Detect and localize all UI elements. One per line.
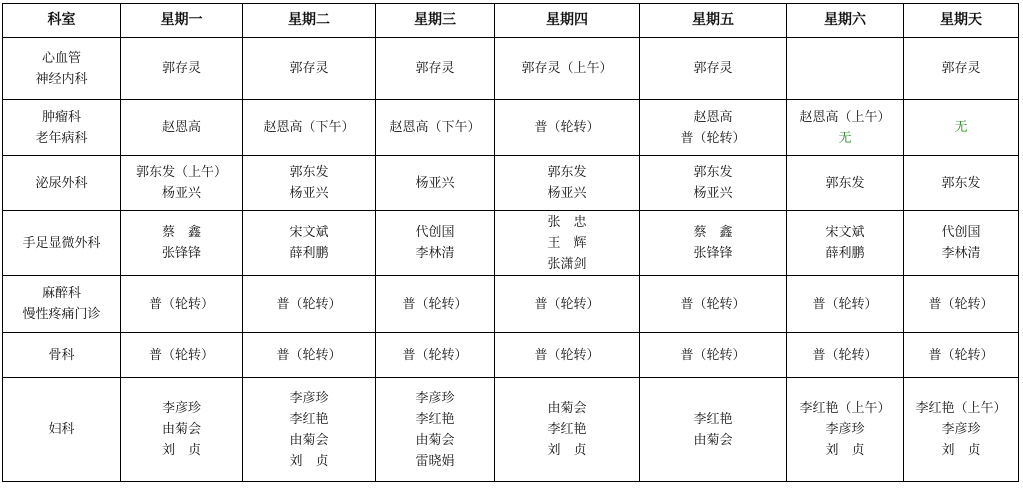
doctor-name: 张潇剑: [547, 256, 587, 272]
doctor-name: 普（轮转）: [148, 296, 214, 312]
header-mon: 星期一: [121, 4, 243, 38]
dept-name-line: 肿瘤科: [41, 109, 81, 125]
table-row: [3, 211, 1019, 276]
schedule-cell-sun: [904, 100, 1019, 156]
schedule-cell-sat: [787, 100, 904, 156]
doctor-name: 李彦珍: [161, 401, 201, 416]
schedule-cell-wed: [376, 38, 495, 100]
doctor-name: 普（轮转）: [534, 296, 600, 312]
dept-name-line: 手足显微外科: [22, 235, 101, 251]
dept-cell: [3, 38, 121, 100]
schedule-cell-tue: [243, 156, 376, 211]
doctor-name: 由菊会: [693, 432, 733, 448]
schedule-cell-tue: [243, 211, 376, 276]
dept-name-line: 泌尿外科: [35, 175, 88, 191]
dept-name-line: 老年病科: [35, 130, 88, 146]
doctor-name: 由菊会: [415, 432, 455, 448]
doctor-name: 李彦珍: [941, 422, 981, 437]
schedule-cell-thu: [495, 211, 640, 276]
doctor-name: 普（轮转）: [812, 296, 878, 312]
doctor-name: 普（轮转）: [680, 347, 746, 363]
schedule-cell-wed: [376, 211, 495, 276]
doctor-name: 普（轮转）: [402, 347, 468, 363]
schedule-cell-sun: [904, 211, 1019, 276]
schedule-cell-mon: [121, 378, 243, 482]
doctor-name: 杨亚兴: [693, 186, 733, 201]
doctor-name: 普（轮转）: [276, 347, 342, 363]
schedule-cell-thu: [495, 378, 640, 482]
doctor-name: 李红艳: [289, 411, 329, 427]
doctor-name: 李林清: [941, 246, 981, 261]
schedule-cell-wed: [376, 100, 495, 156]
schedule-cell-tue: [243, 38, 376, 100]
doctor-name: 郭东发: [289, 165, 329, 180]
doctor-name: 郭存灵: [289, 61, 329, 76]
schedule-cell-mon: [121, 38, 243, 100]
schedule-cell-tue: [243, 378, 376, 482]
schedule-cell-fri: [640, 276, 787, 333]
doctor-name: 刘 贞: [941, 443, 981, 458]
schedule-cell-thu: [495, 276, 640, 333]
table-row: [3, 38, 1019, 100]
doctor-name: 雷晓娟: [415, 453, 455, 469]
doctor-name: 李彦珍: [289, 390, 329, 406]
schedule-cell-sat: [787, 38, 904, 100]
schedule-cell-fri: [640, 100, 787, 156]
doctor-name: 无: [954, 120, 968, 135]
doctor-name: 赵恩高: [693, 109, 733, 125]
header-dept: 科室: [3, 4, 121, 38]
doctor-name: 李红艳（上午）: [915, 401, 1007, 416]
dept-cell: [3, 211, 121, 276]
schedule-cell-tue: [243, 276, 376, 333]
doctor-name: 郭东发: [693, 165, 733, 180]
dept-name-line: 妇科: [48, 422, 75, 437]
doctor-name: 宋文斌: [825, 225, 865, 240]
doctor-name: 杨亚兴: [547, 186, 587, 201]
doctor-name: 郭存灵: [415, 61, 455, 76]
doctor-name: 由菊会: [547, 401, 587, 416]
doctor-name: 张锋锋: [161, 246, 201, 261]
doctor-name: 赵恩高（下午）: [263, 120, 355, 135]
doctor-name: 代创国: [415, 225, 455, 240]
schedule-cell-sun: [904, 378, 1019, 482]
schedule-cell-sat: [787, 333, 904, 378]
doctor-name: 张锋锋: [693, 246, 733, 261]
schedule-cell-mon: [121, 276, 243, 333]
doctor-name: 李彦珍: [415, 390, 455, 406]
doctor-name: 郭东发: [825, 175, 865, 191]
doctor-name: 郭存灵（上午）: [521, 61, 613, 76]
doctor-name: 宋文斌: [289, 225, 329, 240]
doctor-name: 赵恩高: [161, 120, 201, 135]
doctor-name: 杨亚兴: [415, 175, 455, 191]
doctor-name: 郭东发: [547, 165, 587, 180]
doctor-name: 薛利鹏: [825, 246, 865, 261]
dept-cell: [3, 156, 121, 211]
header-row: [3, 4, 1019, 38]
doctor-name: 普（轮转）: [402, 296, 468, 312]
schedule-cell-sat: [787, 378, 904, 482]
header-sun: 星期天: [904, 4, 1019, 38]
schedule-cell-thu: [495, 333, 640, 378]
doctor-name: 普（轮转）: [680, 130, 746, 146]
schedule-cell-sat: [787, 276, 904, 333]
doctor-name: 普（轮转）: [812, 347, 878, 363]
header-thu: 星期四: [495, 4, 640, 38]
doctor-name: 李彦珍: [825, 422, 865, 437]
table-row: [3, 100, 1019, 156]
doctor-name: 李林清: [415, 246, 455, 261]
doctor-name: 由菊会: [161, 422, 201, 437]
schedule-cell-thu: [495, 100, 640, 156]
schedule-cell-fri: [640, 211, 787, 276]
doctor-name: 普（轮转）: [680, 296, 746, 312]
doctor-name: 普（轮转）: [534, 120, 600, 135]
doctor-name: 蔡 鑫: [161, 225, 201, 240]
schedule-cell-sat: [787, 156, 904, 211]
doctor-name: 刘 贞: [289, 453, 329, 469]
header-fri: 星期五: [640, 4, 787, 38]
doctor-name: 薛利鹏: [289, 246, 329, 261]
schedule-cell-tue: [243, 100, 376, 156]
doctor-name: 刘 贞: [825, 443, 865, 458]
schedule-cell-fri: [640, 333, 787, 378]
schedule-cell-sat: [787, 211, 904, 276]
schedule-cell-fri: [640, 38, 787, 100]
schedule-cell-fri: [640, 156, 787, 211]
doctor-name: 由菊会: [289, 432, 329, 448]
schedule-cell-mon: [121, 333, 243, 378]
schedule-cell-wed: [376, 156, 495, 211]
dept-cell: [3, 333, 121, 378]
doctor-name: 普（轮转）: [534, 347, 600, 363]
schedule-cell-wed: [376, 276, 495, 333]
schedule-cell-tue: [243, 333, 376, 378]
schedule-cell-mon: [121, 211, 243, 276]
doctor-name: 郭存灵: [941, 61, 981, 76]
schedule-cell-mon: [121, 100, 243, 156]
doctor-name: 普（轮转）: [148, 347, 214, 363]
header-sat: 星期六: [787, 4, 904, 38]
schedule-cell-thu: [495, 156, 640, 211]
doctor-name: 杨亚兴: [161, 186, 201, 201]
schedule-table: [2, 3, 1019, 482]
dept-name-line: 神经内科: [35, 71, 88, 87]
header-wed: 星期三: [376, 4, 495, 38]
schedule-cell-sun: [904, 38, 1019, 100]
header-tue: 星期二: [243, 4, 376, 38]
dept-name-line: 心血管: [41, 50, 81, 66]
doctor-name: 普（轮转）: [276, 296, 342, 312]
table-row: [3, 276, 1019, 333]
doctor-name: 李红艳（上午）: [799, 401, 891, 416]
doctor-name: 无: [838, 130, 852, 146]
schedule-cell-sun: [904, 333, 1019, 378]
doctor-name: 普（轮转）: [928, 347, 994, 363]
schedule-cell-sun: [904, 156, 1019, 211]
schedule-cell-mon: [121, 156, 243, 211]
dept-cell: [3, 378, 121, 482]
doctor-name: 郭存灵: [693, 61, 733, 76]
dept-name-line: 骨科: [48, 347, 75, 363]
table-row: [3, 378, 1019, 482]
schedule-cell-fri: [640, 378, 787, 482]
schedule-cell-wed: [376, 333, 495, 378]
doctor-name: 蔡 鑫: [693, 225, 733, 240]
doctor-name: 王 辉: [547, 235, 587, 251]
doctor-name: 杨亚兴: [289, 186, 329, 201]
doctor-name: 刘 贞: [161, 443, 201, 458]
dept-cell: [3, 276, 121, 333]
doctor-name: 张 忠: [547, 214, 587, 230]
doctor-name: 普（轮转）: [928, 296, 994, 312]
doctor-name: 郭东发（上午）: [135, 165, 227, 180]
doctor-name: 李红艳: [693, 411, 733, 427]
doctor-name: 赵恩高（上午）: [799, 109, 891, 125]
doctor-name: 赵恩高（下午）: [389, 120, 481, 135]
doctor-name: 代创国: [941, 225, 981, 240]
dept-name-line: 慢性疼痛门诊: [22, 307, 101, 322]
doctor-name: 李红艳: [547, 422, 587, 437]
schedule-cell-thu: [495, 38, 640, 100]
doctor-name: 郭存灵: [161, 61, 201, 76]
doctor-name: 郭东发: [941, 175, 981, 191]
table-row: [3, 333, 1019, 378]
dept-name-line: 麻醉科: [41, 286, 81, 301]
dept-cell: [3, 100, 121, 156]
schedule-cell-sun: [904, 276, 1019, 333]
doctor-name: 李红艳: [415, 411, 455, 427]
table-row: [3, 156, 1019, 211]
doctor-name: 刘 贞: [547, 443, 587, 458]
schedule-cell-wed: [376, 378, 495, 482]
